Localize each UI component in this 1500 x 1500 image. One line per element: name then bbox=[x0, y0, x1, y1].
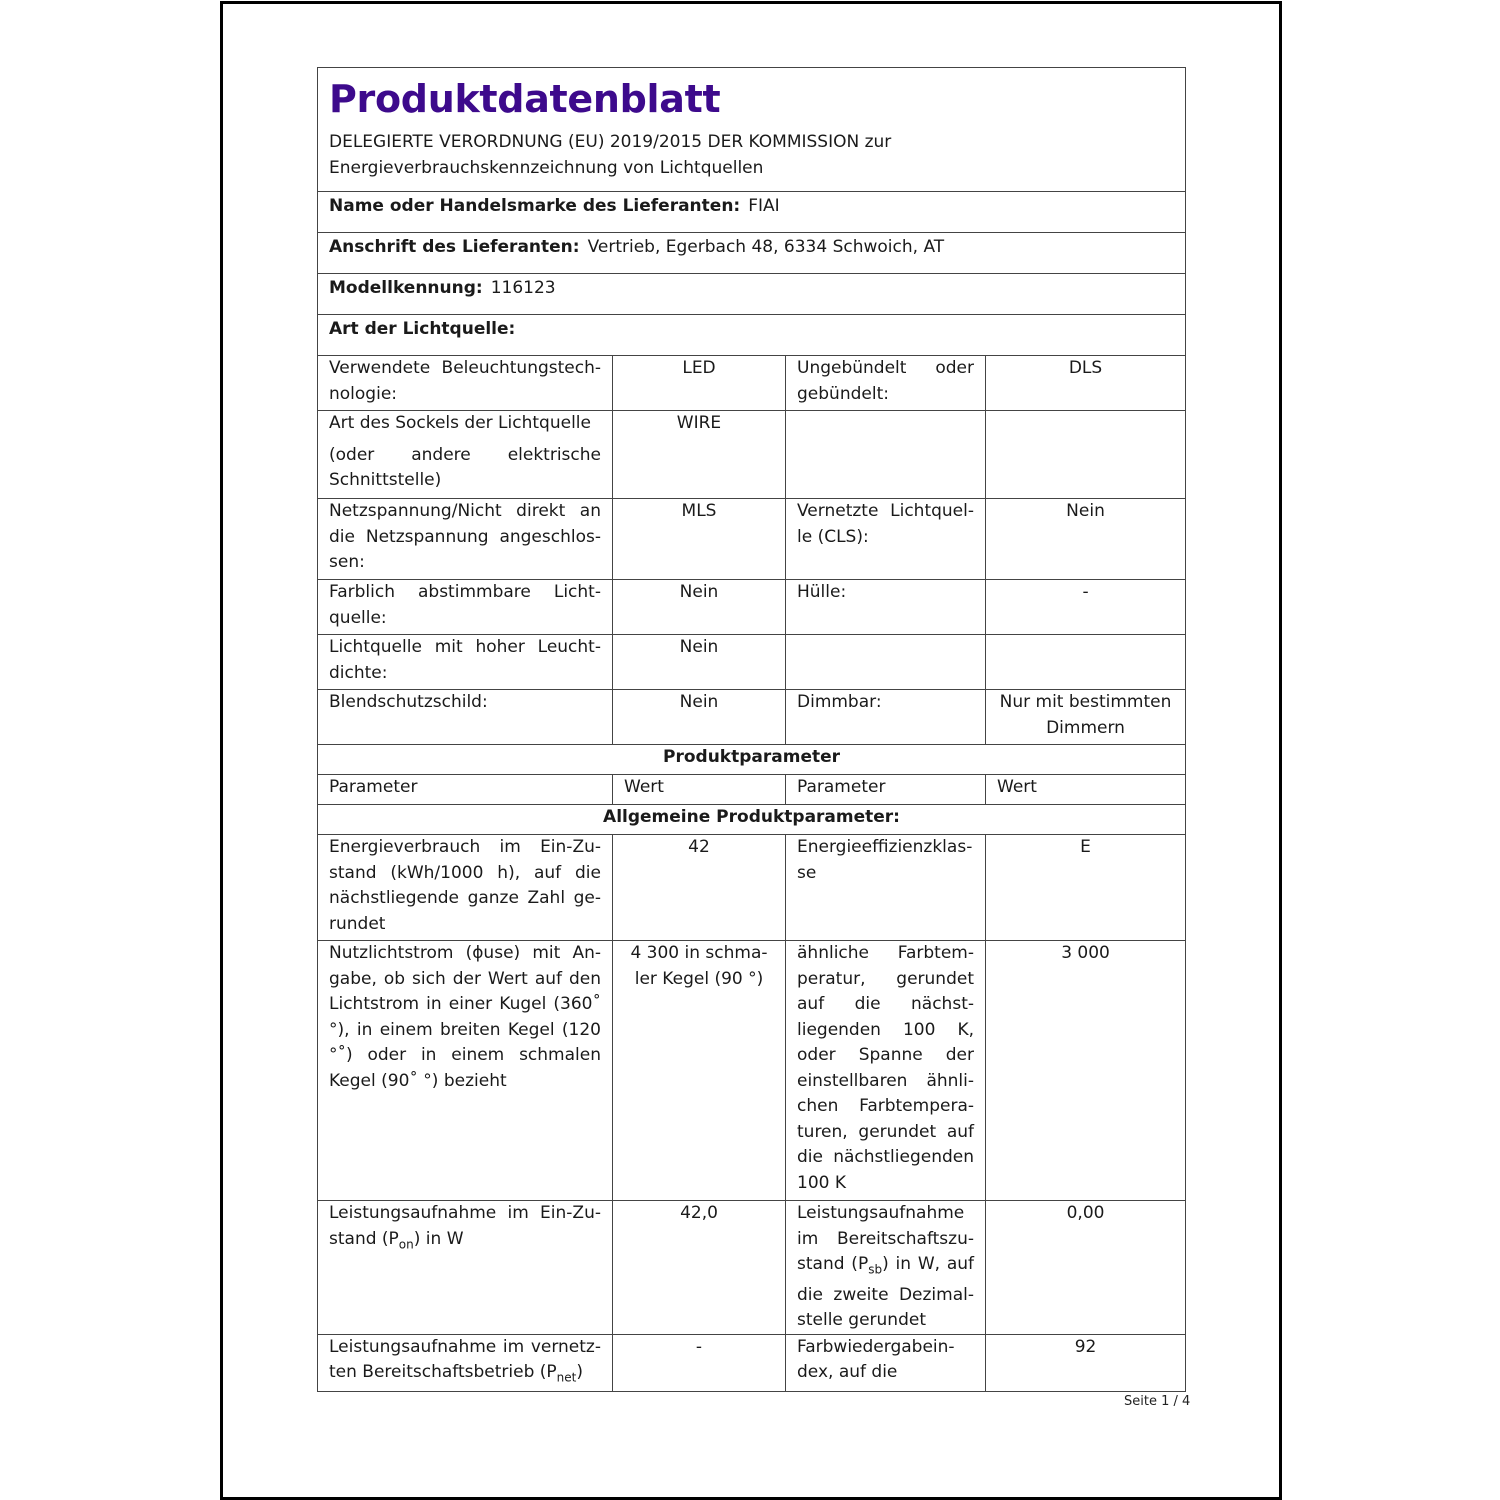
general-params-header-row bbox=[318, 805, 1186, 835]
title-row bbox=[318, 68, 1186, 192]
table-row: Lichtquelle mit hoher Leuchtdichte: Nein bbox=[318, 635, 1186, 690]
table-row: Art des Sockels der Lichtquelle (oder andere elektrische Schnittstelle) WIRE bbox=[318, 411, 1186, 499]
column-header: Wert bbox=[613, 775, 786, 805]
product-params-header-row bbox=[318, 745, 1186, 775]
table-row: Netzspannung/Nicht direkt an die Netzspannung angeschlossen: MLS Vernetzte Lichtquelle (CLS): Nein bbox=[318, 499, 1186, 580]
supplier-address-label: Anschrift des Lieferanten: bbox=[329, 237, 580, 257]
table-row: Leistungsaufnahme im vernetzten Bereitschaftsbetrieb $(P_{net})$ - Farbwiedergabeindex, auf die 92 bbox=[318, 1334, 1186, 1391]
supplier-address-value: Vertrieb, Egerbach 48, 6334 Schwoich, AT bbox=[587, 237, 945, 257]
column-header: Parameter bbox=[786, 775, 986, 805]
column-header-row bbox=[318, 775, 1186, 805]
section-title: Allgemeine Produktparameter: bbox=[318, 805, 1186, 835]
table-row: Leistungsaufnahme im Ein-Zustand $(P_{on})$ in W 42,0 Leistungsaufnahme im Bereitschaftszustand $(P_{sb})$ in W, auf die zweite Dezimalstelle gerundet 0,00 bbox=[318, 1201, 1186, 1335]
model-row bbox=[318, 274, 1186, 315]
model-label: Modellkennung: bbox=[329, 278, 483, 298]
column-header: Parameter bbox=[318, 775, 613, 805]
supplier-name-label: Name oder Handelsmarke des Lieferanten: bbox=[329, 196, 741, 216]
model-value: 116123 bbox=[490, 278, 556, 298]
page-title: Produktdatenblatt bbox=[329, 77, 721, 121]
table-row: Blendschutzschild: Nein Dimmbar: Nur mit bestimmten Dimmern bbox=[318, 690, 1186, 745]
section-title: Produktparameter bbox=[318, 745, 1186, 775]
light-source-type-label: Art der Lichtquelle: bbox=[329, 319, 516, 339]
product-data-sheet bbox=[317, 67, 1185, 1392]
light-source-type-row bbox=[318, 315, 1186, 356]
table-row: Verwendete Beleuchtungstechnologie: LED Ungebündelt oder gebündelt: DLS bbox=[318, 356, 1186, 411]
regulation-subtitle: DELEGIERTE VERORDNUNG (EU) 2019/2015 DER KOMMISSION zur Energieverbrauchskennzeichnung von Lichtquellen bbox=[329, 132, 892, 178]
table-row: Nutzlichtstrom (ɸuse) mit Angabe, ob sich der Wert auf den Lichtstrom in einer Kugel (360˚ °), in einem breiten Kegel (120 °˚) oder in einem schmalen Kegel (90˚ °) bezieht 4 300 in schmaler Kegel (90 °) ähnliche Farbtemperatur, gerundet auf die nächstliegenden 100 K, oder Spanne der einstellbaren ähnlichen Farbtemperaturen, gerundet auf die nächstliegenden 100 K 3 000 bbox=[318, 941, 1186, 1201]
supplier-address-row bbox=[318, 233, 1186, 274]
table-row: Farblich abstimmbare Lichtquelle: Nein Hülle: - bbox=[318, 580, 1186, 635]
page-number: Seite 1 / 4 bbox=[1124, 1394, 1191, 1409]
supplier-name-value: FIAI bbox=[748, 196, 780, 216]
column-header: Wert bbox=[986, 775, 1186, 805]
data-sheet-table bbox=[317, 67, 1186, 1392]
table-row: Energieverbrauch im Ein-Zustand (kWh/1000 h), auf die nächstliegende ganze Zahl gerundet 42 Energieeffizienzklasse E bbox=[318, 835, 1186, 941]
supplier-name-row bbox=[318, 192, 1186, 233]
